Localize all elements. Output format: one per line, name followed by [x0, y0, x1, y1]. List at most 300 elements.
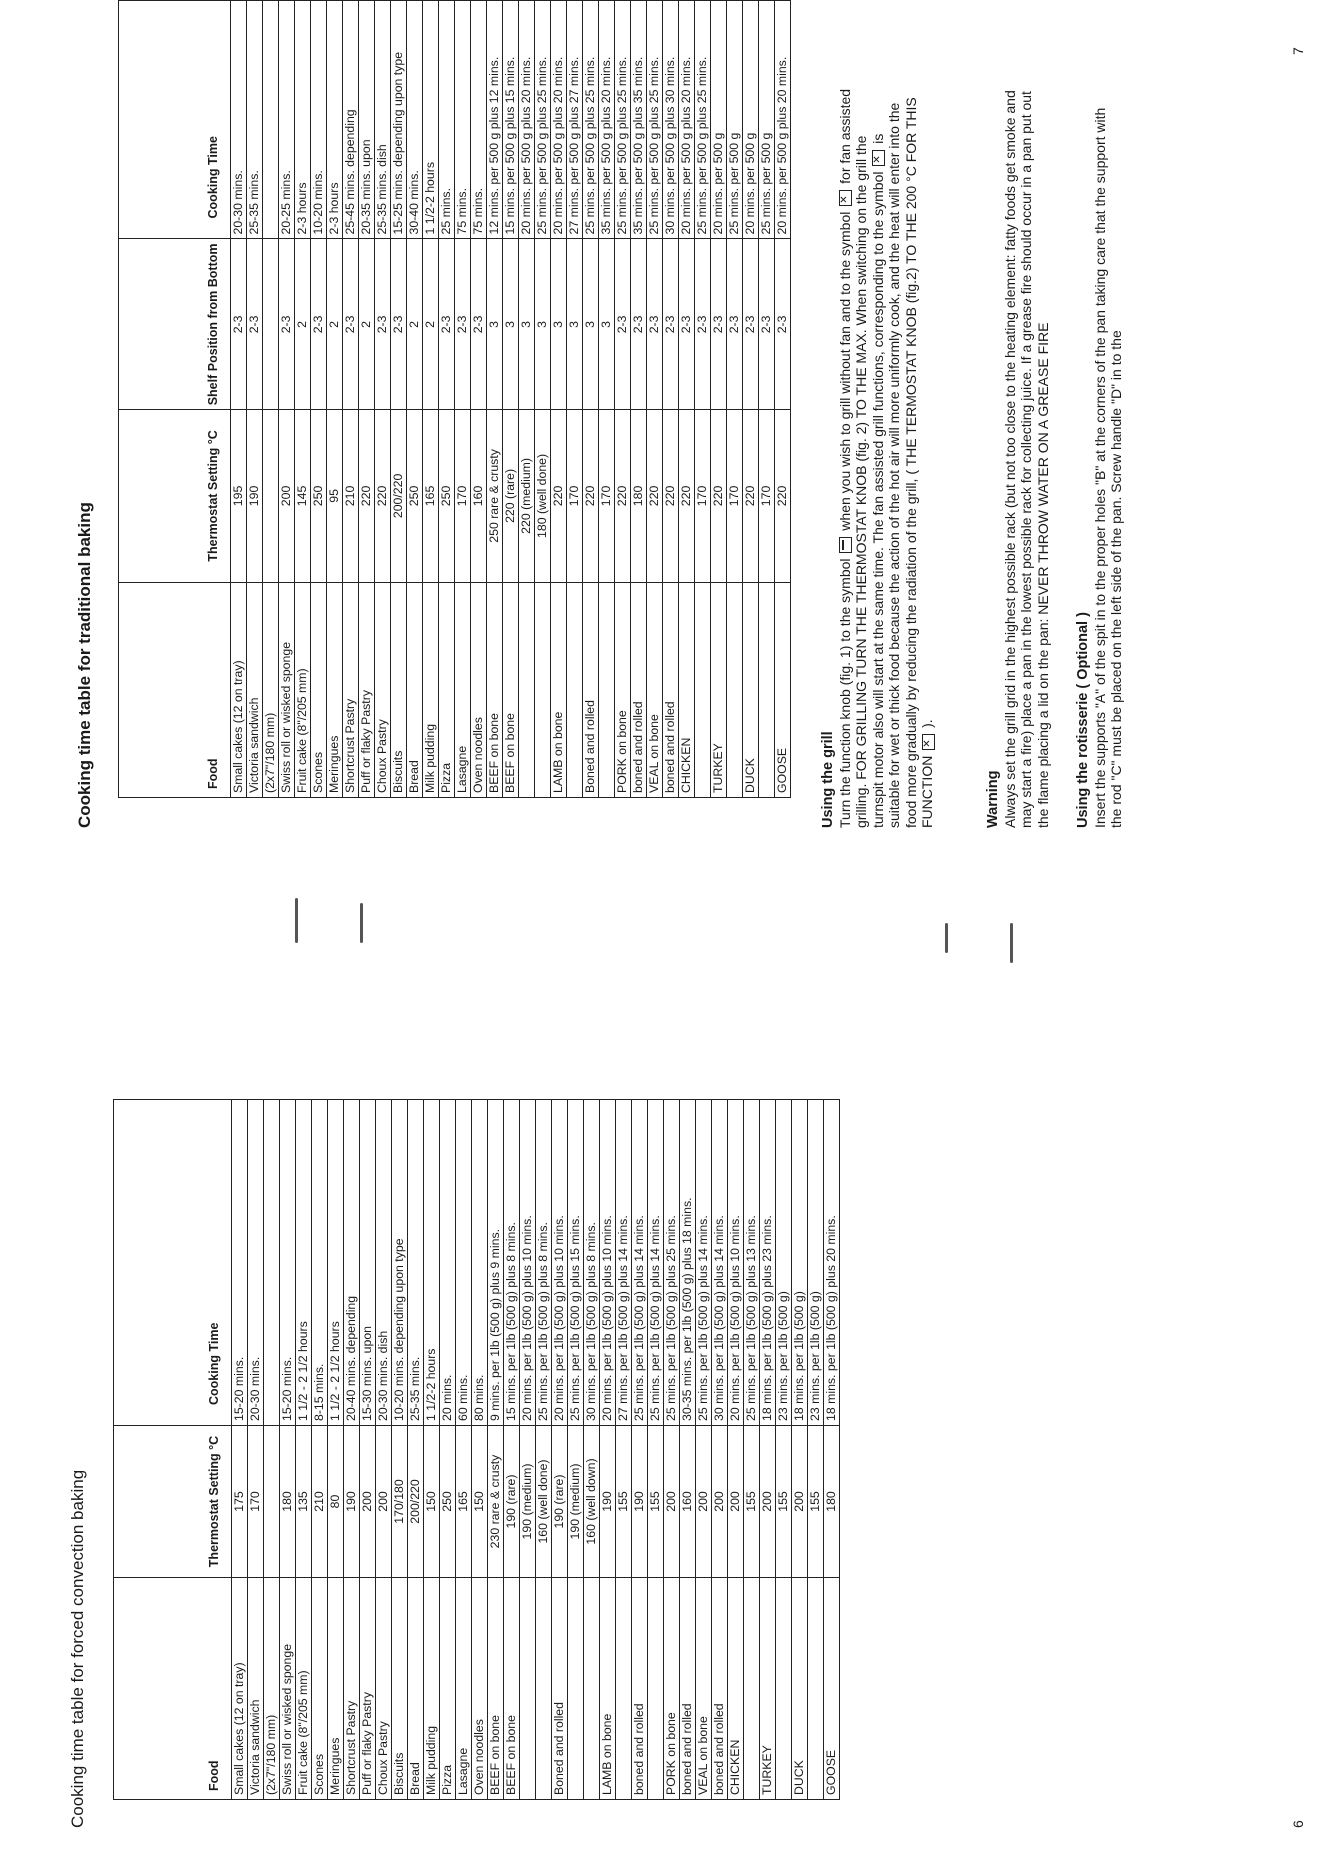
rotisserie-text: Insert the supports "A" of the spit in to the proper holes "B" at the corners of the pan taking care that the support with the rod "C" must be placed on the left side of the pan. Screw handle "D" in to the	[1091, 107, 1124, 828]
table-row	[535, 1, 551, 798]
table-row	[312, 1100, 328, 1800]
cell-time: 25-45 mins. depending	[343, 1, 359, 239]
cell-food: Scones	[311, 582, 327, 797]
table-row	[583, 1, 599, 798]
cell-food: (2x7"/180 mm)	[263, 582, 279, 797]
cell-shelf: 2-3	[231, 239, 247, 410]
cell-temp: 155	[744, 1426, 760, 1578]
cell-time: 15-20 mins.	[280, 1100, 296, 1426]
cell-shelf: 2	[295, 239, 311, 410]
traditional-baking-table	[118, 0, 791, 798]
cell-food: Scones	[312, 1578, 328, 1800]
cell-food: Meringues	[327, 582, 343, 797]
cell-time: 18 mins. per 1lb (500 g)	[792, 1100, 808, 1426]
cell-time: 20 mins. per 1lb (500 g) plus 10 mins.	[552, 1100, 568, 1426]
cell-time: 20 mins. per 1lb (500 g) plus 10 mins.	[728, 1100, 744, 1426]
cell-time: 20 mins.	[440, 1100, 456, 1426]
binding-mark	[360, 903, 363, 943]
table-row	[519, 1, 535, 798]
cell-temp	[264, 1426, 280, 1578]
cell-food	[568, 1578, 584, 1800]
cell-time: 15-20 mins.	[232, 1100, 248, 1426]
table-row	[568, 1100, 584, 1800]
cell-shelf: 3	[599, 239, 615, 410]
cell-food: boned and rolled	[632, 1578, 648, 1800]
cell-temp: 190	[247, 410, 263, 582]
cell-time: 80 mins.	[472, 1100, 488, 1426]
cell-food: Swiss roll or wisked sponge	[280, 1578, 296, 1800]
cell-time: 20 mins. per 500 g plus 20 mins.	[679, 1, 695, 239]
table-row	[743, 1, 759, 798]
cell-food: VEAL on bone	[696, 1578, 712, 1800]
cell-time: 20 mins. per 500 g	[743, 1, 759, 239]
cell-food: CHICKEN	[728, 1578, 744, 1800]
table-row	[664, 1100, 680, 1800]
cell-temp: 180 (well done)	[535, 410, 551, 582]
cell-temp: 220	[679, 410, 695, 582]
cell-temp: 190 (medium)	[520, 1426, 536, 1578]
cell-time: 25 mins. per 500 g	[759, 1, 775, 239]
cell-time: 18 mins. per 1lb (500 g) plus 20 mins.	[824, 1100, 840, 1426]
cell-shelf: 2-3	[375, 239, 391, 410]
cell-time: 15-30 mins. upon	[360, 1100, 376, 1426]
table-row	[776, 1100, 792, 1800]
cell-temp: 200/220	[408, 1426, 424, 1578]
cell-time: 20-25 mins.	[279, 1, 295, 239]
cell-shelf: 2-3	[247, 239, 263, 410]
cell-temp: 250	[311, 410, 327, 582]
table-row	[295, 1, 311, 798]
cell-time: 25-35 mins. dish	[375, 1, 391, 239]
table-row	[824, 1100, 840, 1800]
warning-text: Always set the grill grid in the highest possible rack (but not too close to the heating element: fatty foods get smoke and may start a fire) place a pan in the lowest possible rack for collecting juice. If a grease fire should occur in a pan put out the flame placing a lid on the pan: NEVER THROW WATER ON A GREASE FIRE	[1001, 90, 1051, 828]
cell-time: 75 mins.	[471, 1, 487, 239]
table-row	[327, 1, 343, 798]
cell-temp: 155	[776, 1426, 792, 1578]
forced-convection-table	[113, 1099, 840, 1800]
cell-time: 15 mins. per 500 g plus 15 mins.	[503, 1, 519, 239]
cell-time: 25 mins. per 1lb (500 g) plus 25 mins.	[664, 1100, 680, 1426]
cell-shelf: 2	[327, 239, 343, 410]
cell-shelf: 2-3	[455, 239, 471, 410]
rotisserie-section	[1075, 88, 1125, 828]
cell-temp: 135	[296, 1426, 312, 1578]
cell-time: 20-30 mins.	[248, 1100, 264, 1426]
cell-shelf: 2	[359, 239, 375, 410]
cell-time: 60 mins.	[456, 1100, 472, 1426]
cell-food: Small cakes (12 on tray)	[231, 582, 247, 797]
fan-grill-symbol-icon	[839, 190, 852, 206]
cell-time: 75 mins.	[455, 1, 471, 239]
cell-time	[264, 1100, 280, 1426]
cell-temp	[263, 410, 279, 582]
cell-time: 20 mins. per 500 g plus 20 mins.	[551, 1, 567, 239]
cell-food: Victoria sandwich	[247, 582, 263, 797]
cell-temp: 160 (well done)	[536, 1426, 552, 1578]
table-row	[695, 1, 711, 798]
cell-temp: 210	[343, 410, 359, 582]
cell-temp: 210	[312, 1426, 328, 1578]
cell-temp: 190 (medium)	[568, 1426, 584, 1578]
table-row	[696, 1100, 712, 1800]
cell-time: 30-40 mins.	[407, 1, 423, 239]
cell-time: 20 mins. per 1lb (500 g) plus 10 mins.	[600, 1100, 616, 1426]
cell-temp: 250 rare & crusty	[487, 410, 503, 582]
cell-food: Lasagne	[455, 582, 471, 797]
cell-temp: 170	[727, 410, 743, 582]
table-row	[248, 1100, 264, 1800]
table-row	[328, 1100, 344, 1800]
binding-mark	[295, 898, 298, 943]
table-row	[472, 1100, 488, 1800]
cell-food: Bread	[408, 1578, 424, 1800]
cell-food: Bread	[407, 582, 423, 797]
col-header-food: Food	[114, 1578, 232, 1800]
cell-temp: 220 (medium)	[519, 410, 535, 582]
table-row	[792, 1100, 808, 1800]
table-row	[456, 1100, 472, 1800]
cell-temp: 165	[456, 1426, 472, 1578]
cell-temp: 160	[471, 410, 487, 582]
table-row	[520, 1100, 536, 1800]
cell-temp: 150	[424, 1426, 440, 1578]
cell-temp: 220	[615, 410, 631, 582]
cell-shelf: 2-3	[679, 239, 695, 410]
cell-time: 1 1/2 - 2 1/2 hours	[328, 1100, 344, 1426]
cell-time: 25 mins. per 500 g plus 25 mins.	[583, 1, 599, 239]
cell-temp: 250	[407, 410, 423, 582]
cell-time: 2-3 hours	[295, 1, 311, 239]
cell-food: Pizza	[439, 582, 455, 797]
cell-shelf: 2	[407, 239, 423, 410]
table-row	[375, 1, 391, 798]
cell-food: boned and rolled	[631, 582, 647, 797]
cell-temp: 220	[375, 410, 391, 582]
cell-temp: 200	[696, 1426, 712, 1578]
grill-section	[820, 88, 936, 828]
cell-time: 1 1/2-2 hours	[424, 1100, 440, 1426]
cell-food: BEEF on bone	[503, 582, 519, 797]
table-row	[775, 1, 791, 798]
cell-food	[695, 582, 711, 797]
cell-time: 20-40 mins. depending	[344, 1100, 360, 1426]
cell-time: 8-15 mins.	[312, 1100, 328, 1426]
cell-time: 35 mins. per 500 g plus 20 mins.	[599, 1, 615, 239]
cell-temp: 165	[423, 410, 439, 582]
table-row	[711, 1, 727, 798]
cell-temp: 190	[600, 1426, 616, 1578]
cell-food	[727, 582, 743, 797]
cell-temp: 220	[359, 410, 375, 582]
cell-time: 10-20 mins. depending upon type	[392, 1100, 408, 1426]
cell-time: 1 1/2-2 hours	[423, 1, 439, 239]
table-row	[551, 1, 567, 798]
table-row	[296, 1100, 312, 1800]
cell-food	[776, 1578, 792, 1800]
cell-time: 25 mins. per 1lb (500 g) plus 14 mins.	[696, 1100, 712, 1426]
table1-title: Cooking time table for forced convection baking	[68, 1469, 87, 1828]
table-row	[504, 1100, 520, 1800]
table-row	[599, 1, 615, 798]
cell-food: (2x7"/180 mm)	[264, 1578, 280, 1800]
cell-food: Puff or flaky Pastry	[359, 582, 375, 797]
table-row	[487, 1, 503, 798]
cell-shelf: 3	[583, 239, 599, 410]
cell-food: GOOSE	[824, 1578, 840, 1800]
cell-time: 9 mins. per 1lb (500 g) plus 9 mins.	[488, 1100, 504, 1426]
cell-food: Fruit cake (8"/205 mm)	[295, 582, 311, 797]
cell-food: BEEF on bone	[504, 1578, 520, 1800]
table-row	[344, 1100, 360, 1800]
cell-temp: 180	[824, 1426, 840, 1578]
cell-food: Choux Pastry	[375, 582, 391, 797]
cell-time: 20-30 mins. dish	[376, 1100, 392, 1426]
table-row	[424, 1100, 440, 1800]
cell-time: 30 mins. per 500 g plus 30 mins.	[663, 1, 679, 239]
warning-section	[985, 88, 1051, 828]
cell-food: Pizza	[440, 1578, 456, 1800]
cell-time: 15-25 mins. depending upon type	[391, 1, 407, 239]
cell-time: 25 mins. per 1lb (500 g) plus 15 mins.	[568, 1100, 584, 1426]
table-row	[552, 1100, 568, 1800]
cell-time: 20-30 mins.	[231, 1, 247, 239]
cell-temp: 190	[632, 1426, 648, 1578]
cell-time: 12 mins. per 500 g plus 12 mins.	[487, 1, 503, 239]
cell-shelf: 3	[567, 239, 583, 410]
cell-shelf	[263, 239, 279, 410]
col-header-thermostat: Thermostat Setting °C	[114, 1426, 232, 1578]
cell-temp: 220	[583, 410, 599, 582]
cell-time	[263, 1, 279, 239]
table-row	[264, 1100, 280, 1800]
col-header-shelf: Shelf Position from Bottom	[119, 239, 231, 410]
cell-food: DUCK	[792, 1578, 808, 1800]
fan-grill-symbol-icon	[872, 150, 885, 166]
table-row	[712, 1100, 728, 1800]
cell-temp: 200	[279, 410, 295, 582]
cell-food: Biscuits	[392, 1578, 408, 1800]
cell-time: 23 mins. per 1lb (500 g)	[776, 1100, 792, 1426]
page-number-left: 6	[1290, 1820, 1306, 1828]
cell-temp: 190 (rare)	[504, 1426, 520, 1578]
cell-time: 25-35 mins.	[408, 1100, 424, 1426]
cell-food: Victoria sandwich	[248, 1578, 264, 1800]
grill-heading: Using the grill	[820, 731, 836, 828]
cell-shelf: 3	[551, 239, 567, 410]
table-row	[503, 1, 519, 798]
cell-food: Oven noodles	[472, 1578, 488, 1800]
cell-temp: 195	[231, 410, 247, 582]
table-row	[808, 1100, 824, 1800]
table-row	[360, 1100, 376, 1800]
cell-temp: 95	[327, 410, 343, 582]
col-header-time: Cooking Time	[119, 1, 231, 239]
cell-food	[599, 582, 615, 797]
cell-temp: 155	[616, 1426, 632, 1578]
cell-shelf: 3	[535, 239, 551, 410]
cell-food: Milk pudding	[424, 1578, 440, 1800]
table-row	[663, 1, 679, 798]
cell-temp: 180	[280, 1426, 296, 1578]
table-row	[231, 1, 247, 798]
fan-grill-symbol-icon	[922, 734, 935, 750]
cell-shelf: 2-3	[663, 239, 679, 410]
cell-food: BEEF on bone	[488, 1578, 504, 1800]
cell-food: Boned and rolled	[552, 1578, 568, 1800]
table-row	[760, 1100, 776, 1800]
cell-shelf: 2-3	[471, 239, 487, 410]
table-row	[359, 1, 375, 798]
cell-food: PORK on bone	[615, 582, 631, 797]
cell-temp: 250	[440, 1426, 456, 1578]
cell-temp: 170/180	[392, 1426, 408, 1578]
table-row	[439, 1, 455, 798]
table-row	[391, 1, 407, 798]
cell-time: 18 mins. per 1lb (500 g) plus 23 mins.	[760, 1100, 776, 1426]
table-row	[392, 1100, 408, 1800]
cell-food	[584, 1578, 600, 1800]
table-row	[615, 1, 631, 798]
cell-temp: 200	[792, 1426, 808, 1578]
cell-time: 27 mins. per 500 g plus 27 mins.	[567, 1, 583, 239]
table-row	[280, 1100, 296, 1800]
table-row	[343, 1, 359, 798]
col-header-thermostat: Thermostat Setting °C	[119, 410, 231, 582]
table2-title: Cooking time table for traditional baking	[75, 502, 94, 828]
cell-temp: 160 (well down)	[584, 1426, 600, 1578]
rotisserie-heading: Using the rotisserie ( Optional )	[1075, 612, 1091, 828]
table-row	[648, 1100, 664, 1800]
cell-food: Fruit cake (8"/205 mm)	[296, 1578, 312, 1800]
cell-time: 25 mins.	[439, 1, 455, 239]
cell-food: TURKEY	[760, 1578, 776, 1800]
cell-temp: 170	[695, 410, 711, 582]
cell-shelf: 3	[487, 239, 503, 410]
cell-food: Small cakes (12 on tray)	[232, 1578, 248, 1800]
grill-symbol-icon	[839, 537, 852, 553]
cell-shelf: 2-3	[631, 239, 647, 410]
table-row	[616, 1100, 632, 1800]
cell-food	[535, 582, 551, 797]
cell-food	[520, 1578, 536, 1800]
cell-time: 20 mins. per 500 g	[711, 1, 727, 239]
cell-shelf: 2-3	[279, 239, 295, 410]
cell-temp: 190 (rare)	[552, 1426, 568, 1578]
table-row	[536, 1100, 552, 1800]
grill-text: Turn the function knob (fig. 1) to the symbol when you wish to grill without fan and to the symbol ✕ for fan assisted grilling. FOR GRILLING TURN THE THERMOSTAT KNOB (fig. 2) TO THE MAX. When switching on the grill the turnspit motor also will start at the same time. The fan assisted grill functions, corresponding to the symbol ✕ is suitable for wet or thick food because the action of the hot air will more uniformly cook, and the heat will enter into the food more gradually by reducing the radiation of the grill, ( THE TERMOSTAT KNOB (fig.2) TO THE 200 °C FOR THIS FUNCTION ✕ ).	[837, 88, 936, 828]
cell-food: Shortcrust Pastry	[344, 1578, 360, 1800]
cell-time: 30 mins. per 1lb (500 g) plus 14 mins.	[712, 1100, 728, 1426]
cell-time: 27 mins. per 1lb (500 g) plus 14 mins.	[616, 1100, 632, 1426]
cell-temp: 170	[248, 1426, 264, 1578]
cell-food: Lasagne	[456, 1578, 472, 1800]
cell-temp: 200	[360, 1426, 376, 1578]
binding-mark	[945, 923, 948, 953]
cell-time: 25 mins. per 500 g plus 25 mins.	[647, 1, 663, 239]
table-row	[455, 1, 471, 798]
cell-shelf: 2-3	[695, 239, 711, 410]
cell-food: Meringues	[328, 1578, 344, 1800]
cell-temp: 150	[472, 1426, 488, 1578]
cell-temp: 200	[664, 1426, 680, 1578]
col-header-time: Cooking Time	[114, 1100, 232, 1426]
cell-time: 20 mins. per 500 g plus 20 mins.	[519, 1, 535, 239]
cell-temp: 200/220	[391, 410, 407, 582]
table-row	[408, 1100, 424, 1800]
cell-food	[744, 1578, 760, 1800]
cell-time: 25-35 mins.	[247, 1, 263, 239]
cell-shelf: 2-3	[439, 239, 455, 410]
table-row	[376, 1100, 392, 1800]
cell-shelf: 2-3	[759, 239, 775, 410]
cell-food	[616, 1578, 632, 1800]
table-row	[279, 1, 295, 798]
cell-shelf: 2-3	[727, 239, 743, 410]
cell-temp: 170	[599, 410, 615, 582]
cell-food: Choux Pastry	[376, 1578, 392, 1800]
cell-time: 30-35 mins. per 1lb (500 g) plus 18 mins.	[680, 1100, 696, 1426]
cell-shelf: 2-3	[711, 239, 727, 410]
cell-food: BEEF on bone	[487, 582, 503, 797]
cell-shelf: 2-3	[311, 239, 327, 410]
table-row	[247, 1, 263, 798]
cell-food	[759, 582, 775, 797]
cell-time: 25 mins. per 1lb (500 g) plus 14 mins.	[632, 1100, 648, 1426]
cell-temp: 200	[760, 1426, 776, 1578]
cell-food	[519, 582, 535, 797]
table-row	[632, 1100, 648, 1800]
cell-food: LAMB on bone	[551, 582, 567, 797]
table-row	[488, 1100, 504, 1800]
cell-time: 25 mins. per 500 g plus 25 mins.	[695, 1, 711, 239]
table-row	[647, 1, 663, 798]
cell-food: Milk pudding	[423, 582, 439, 797]
table-row	[423, 1, 439, 798]
cell-temp: 145	[295, 410, 311, 582]
table-row	[679, 1, 695, 798]
table-row	[584, 1100, 600, 1800]
cell-food: PORK on bone	[664, 1578, 680, 1800]
cell-time: 25 mins. per 1lb (500 g) plus 8 mins.	[536, 1100, 552, 1426]
cell-temp: 160	[680, 1426, 696, 1578]
cell-time: 25 mins. per 500 g plus 25 mins.	[535, 1, 551, 239]
cell-food: LAMB on bone	[600, 1578, 616, 1800]
cell-food	[808, 1578, 824, 1800]
cell-temp: 155	[808, 1426, 824, 1578]
cell-temp: 220	[647, 410, 663, 582]
cell-food: boned and rolled	[712, 1578, 728, 1800]
table-row	[631, 1, 647, 798]
cell-temp: 200	[376, 1426, 392, 1578]
cell-temp: 190	[344, 1426, 360, 1578]
cell-temp: 80	[328, 1426, 344, 1578]
table-row	[311, 1, 327, 798]
cell-temp: 200	[712, 1426, 728, 1578]
cell-temp: 220 (rare)	[503, 410, 519, 582]
cell-shelf: 3	[519, 239, 535, 410]
table-row	[263, 1, 279, 798]
cell-food: Boned and rolled	[583, 582, 599, 797]
cell-food: Oven noodles	[471, 582, 487, 797]
cell-time: 20 mins. per 1lb (500 g) plus 10 mins.	[520, 1100, 536, 1426]
cell-temp: 155	[648, 1426, 664, 1578]
cell-time: 15 mins. per 1lb (500 g) plus 8 mins.	[504, 1100, 520, 1426]
cell-temp: 170	[567, 410, 583, 582]
cell-shelf: 3	[503, 239, 519, 410]
cell-temp: 175	[232, 1426, 248, 1578]
cell-food	[648, 1578, 664, 1800]
cell-shelf: 2-3	[647, 239, 663, 410]
